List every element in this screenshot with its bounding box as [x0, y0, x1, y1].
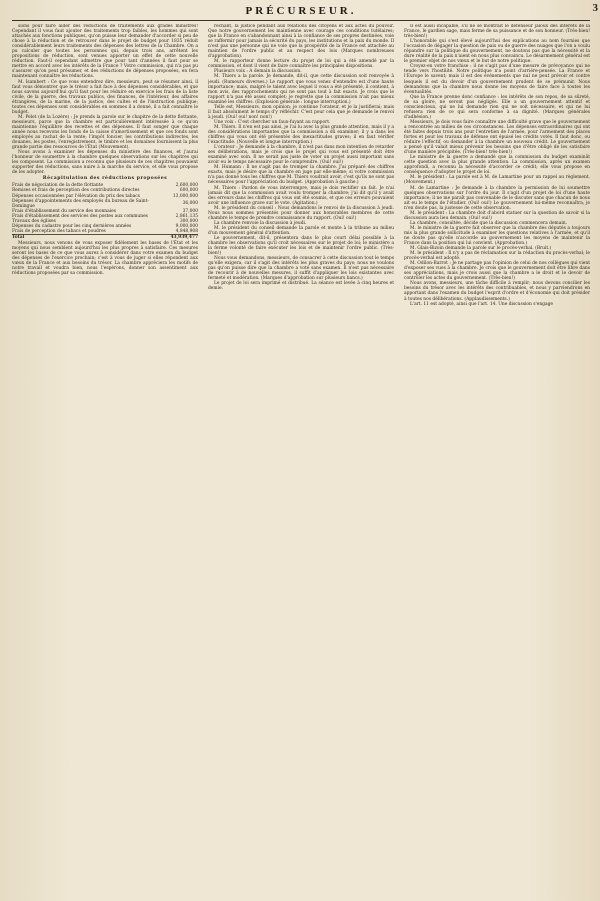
paragraph: M. Pelet (de la Lozère) : Je prends la parole sur le chapitre de la dette flottante, messieurs, parce que la chambre est particulièrement intéressée à ce qu'on maintienne l'équilibre des recettes et des dépenses. Il faut songer que chaque année nous recevons les fonds de la caisse d'amortissement et que ces fonds sont employés au rachat de la rente; l'impôt foncier, les contributions indirectes, les douanes, les postes, l'enregistrement, le timbre et les domaines fournissent la plus grande partie des ressources de l'État (Mouvement).	[12, 114, 198, 151]
paragraph: Messieurs, nous venons de vous exposer fidèlement les bases de l'État et les moyens qui nous semblent aujourd'hui les plus propres à satisfaire. Ces mesures seront les bases de ce que vous aurez à considérer dans votre examen du budget des dépenses de l'exercice prochain; c'est à vous de juger si elles répondent aux vœux de la France et aux besoins du trésor. La chambre appréciera les motifs de notre travail et voudra bien, nous l'espérons, donner son assentiment aux réductions proposées par sa commission.	[12, 240, 198, 277]
total-label: Total	[12, 234, 167, 240]
paragraph: Plusieurs voix : A demain la discussion.	[214, 69, 302, 75]
table-total-row	[12, 234, 198, 240]
row-label: Dépenses du cadastre pour les cinq dernières années	[12, 223, 132, 229]
row-value: 300,000	[179, 218, 198, 224]
row-value: 2,861,135	[175, 213, 198, 219]
paragraph: Une voix : C'est chercher un faux-fuyant au rapport.	[214, 119, 331, 125]
row-label: Travaux des églises	[12, 218, 56, 224]
column-3	[404, 24, 590, 895]
paragraph: Nous avons à examiner les dépenses du ministère des finances, et j'aurai l'honneur de soumettre à la chambre quelques observations sur les chapitres qui les composent. La commission a reconnu que plusieurs de ces chapitres pouvaient supporter des réductions, sans nuire à la marche du service, et elle vous propose de les adopter.	[12, 150, 198, 176]
row-value: 4,848,908	[175, 228, 198, 234]
paragraph: M. le président : Il n'y a pas de réclamation sur la rédaction du procès-verbal; le procès-verbal est adopté.	[404, 251, 590, 262]
row-value: 13,000,000	[172, 193, 198, 199]
paragraph: La chambre, consultée, décide que la discussion commencera demain.	[410, 220, 567, 226]
row-value: 600,000	[179, 188, 198, 194]
paragraph: L'honorable qui s'est élevé aujourd'hui des explications au nom fournies que l'occasion de dégager la question de paix ou de guerre des nuages que l'on a voulu répandre sur la politique du gouvernement, ne doutons pas que la nécessité et la dure réalité de la paix n'aient en nous plus convaincu. Le désarmement général est le premier objet de nos vœux et le but de notre politique.	[404, 39, 590, 65]
row-label: Dépenses occasionnées par l'élévation du prix des tabacs	[12, 193, 140, 199]
paragraph: M. Humann : Il ne s'agit pas de tromper la chambre. J'ai préparé des chiffres exacts, mais je désire que la chambre en juge par elle-même; si votre commission n'a pas donné tous les chiffres que M. Thiers voudrait avoir, c'est qu'ils ne sont pas nécessaires pour l'appréciation du budget. (Approbation à gauche.)	[208, 165, 394, 186]
paragraph: Nous avons, messieurs, une tâche difficile à remplir; nous devons concilier les besoins du trésor avec les intérêts des contribuables, et nous y parviendrons en apportant dans l'examen du budget l'esprit d'ordre et d'économie qui doit présider à toutes nos délibérations. (Applaudissements.)	[404, 281, 590, 302]
paragraph: La chambre renvoie la discussion à jeudi.	[214, 220, 307, 226]
paragraph: Telle est, Messieurs, mon opinion; je continue l'orateur, et je la justifierai; mais il faut absolument le temps d'y réfléchir. C'est pour cela que je demande le renvoi à jeudi. (Oui! oui! non! non!)	[208, 104, 394, 120]
row-label: Frais d'établissement des services des postes aux communes	[12, 213, 148, 219]
row-label: Frais de perception des tabacs et poudres	[12, 228, 106, 234]
paragraph: Messieurs, je dois vous faire connaître une difficulté grave que le gouvernement a rencontrée au milieu de ces circonstances. Les dépenses extraordinaires qui ont été faites depuis trois ans pour l'entretien de l'armée, pour l'armement des places fortes et pour les travaux de défense ont épuisé les crédits votés. Il faut donc, ou réduire l'effectif, ou demander à la chambre un nouveau crédit. Le gouvernement a pensé qu'il valait mieux prévenir les besoins que d'être obligé de les satisfaire d'une manière précipitée. (Très-bien! très-bien!)	[404, 119, 590, 156]
paragraph: M. le président : La parole est à M. de Lamartine pour un rappel au règlement. (Mouvement.)	[404, 175, 590, 186]
paragraph: M. de Lamartine : Je demande à la chambre la permission de lui soumettre quelques observations sur l'ordre du jour. Il s'agit d'un projet de loi d'une haute importance; il ne me paraît pas convenable de le discuter sans que chacun de nous ait eu le temps de l'étudier. (Oui! oui!) Le gouvernement lui-même reconnaîtra, je n'en doute pas, la justesse de cette observation.	[404, 185, 590, 211]
paragraph: sions pour faire aider des réductions de traitements aux grades ministres! Cependant il vous faut ajouter des traitements trop faibles, les hommes qui sont attachés aux fonctions publiques, qu'on puisse leur demander d'accorder si peu de chose à la réduction et de retrouver dans le projet de budget pour 1835 réduit considérablement leurs traitements des dépenses des lettres de la Chambre. On a pu calculer que toutes les personnes qui, depuis trois ans, arrêtent les propositions de réduction, sont venues apporter un effet de cette nouvelle réduction. Faut-il cependant admettre que pour tant d'années il faut pour se mettre en accord avec les intérêts de la France ? Votre commission, qui n'a pas pu s'assurer qu'on peut présumer, et des réductions de dépenses proposées, en fera maintenant connaître les réductions.	[12, 24, 198, 80]
paragraph: L'art. 11 est adopté, ainsi que l'art. 14. Une discussion s'engage	[410, 301, 554, 307]
header-rule	[12, 20, 590, 21]
paragraph: M. Isambert : Ce que vous entendrez dire, messieurs, peut se résumer ainsi, il faut vous démontrer que le trésor a fait face à des dépenses considérables, et que nous savons aujourd'hui qu'il faut pour les réduire en exercice les frais de la liste civile, de la guerre, des travaux publics, des finances, de l'intérieur, des affaires étrangères, de la marine, de la justice, des cultes et de l'instruction publique; toutes ces dépenses sont considérables en sommes il a donné, il a fait connaître le budget.	[12, 79, 198, 115]
paragraph: M. le président : La chambre doit d'abord statuer sur la question de savoir si la discussion aura lieu demain. (Oui! oui!)	[404, 210, 590, 221]
column-2	[208, 24, 394, 895]
paragraph: M. Odilon-Barrot : Je ne partage pas l'opinion de celui de nos collègues qui vient d'exposer ses vues à la chambre. Je crois que le gouvernement doit être libre dans ses appréciations, mais je crois aussi que la chambre a le droit et le devoir de contrôler les actes du gouvernement. (Très-bien!)	[404, 261, 590, 282]
row-value: 9,000,000	[175, 223, 198, 229]
paragraph: Le ministre de la guerre a demandé que la commission du budget examinât cette question avec la plus grande attention. La commission, après un examen approfondi, a reconnu la nécessité d'accorder ce crédit; elle vous propose en conséquence d'adopter le projet de loi.	[404, 155, 590, 176]
paragraph: M. Thiers a la parole. Je demande, dit-il, que cette discussion soit renvoyée à jeudi. (Rumeurs diverses.) Le rapport que vous venez d'entendre est d'une haute importance; mais, malgré le talent avec lequel il vous a été présenté, il contient, à mon avis, des rapprochements qui ne sont pas tout à fait exacts. Je crois que le rapport n'a pas été assez complet; je regrette que la commission n'ait pas mieux examiné les chiffres. (Explosion générale : longue interruption.)	[208, 74, 394, 105]
row-value: 37,000	[182, 208, 198, 214]
reductions-table	[12, 183, 198, 240]
row-label: Dépenses d'appointements des employés du bureau de Saint-Domingue	[12, 198, 149, 209]
row-value: 2,600,000	[175, 183, 198, 189]
paragraph: Le gouvernement, dit-il, présentera dans le plus court délai possible à la chambre les observations qu'il croit nécessaires sur le projet de loi; le ministère a la ferme volonté de faire exécuter les lois et de maintenir l'ordre public. (Très-bien!)	[208, 235, 394, 257]
paragraph: M. le rapporteur donne lecture du projet de loi qui a été amendé par la commission, et dont il vient de faire connaître les principales dispositions.	[208, 59, 394, 70]
paragraph: Que la France prenne donc confiance : les intérêts de son repos, de sa sûreté, de sa gloire, ne seront pas négligés. Elle a un gouvernement attentif et consciencieux, qui ne lui demande rien qui ne soit nécessaire, et qui ne lui refusera rien de ce qui sera conforme à sa dignité. (Marques générales d'adhésion.)	[404, 94, 590, 120]
row-label: Frais d'établissement du service des monnaies	[12, 208, 117, 214]
page-number: 3	[592, 2, 598, 14]
row-label: Remises et frais de perception des contributions directes	[12, 188, 140, 194]
paragraph: Le projet de loi sera imprimé et distribué. La séance est levée à cinq heures et demie.	[208, 281, 394, 292]
table-heading: Récapitulation des réductions proposées	[42, 176, 168, 182]
row-label: Frais de négociation de la dette flottante	[12, 183, 104, 189]
paragraph: Nous vous demandons, messieurs, de consacrer à cette discussion tout le temps qu'elle exigera, car il s'agit des intérêts les plus graves du pays; nous ne voulons pas qu'on puisse dire que la chambre a voté sans examen. Il n'est pas nécessaire de recourir à de nouvelles mesures, il suffit d'appliquer les lois existantes avec fermeté et modération. (Marques d'approbation sur plusieurs bancs.)	[208, 256, 394, 282]
masthead: PRÉCURSEUR.	[245, 5, 357, 17]
paragraph: M. le président du conseil : Nous demandons le renvoi de la discussion à jeudi. Nous nous sommes présentés pour donner aux honorables membres de cette chambre le temps de prendre connaissance du rapport. (Oui! oui!)	[208, 205, 394, 221]
paragraph: M. le ministre de la guerre fait observer que la chambre des députés a toujours mis la plus grande sollicitude à examiner les questions relatives à l'armée, et qu'il ne doute pas qu'elle n'accorde au gouvernement les moyens de maintenir la France dans la position qui lui convient. (Approbation.)	[404, 225, 590, 247]
paragraph: M. le président du conseil demande la parole et monte à la tribune au milieu d'un mouvement général d'attention.	[208, 225, 394, 236]
paragraph: L'orateur : Je demande à la chambre, il n'est pas dans mon intention de retarder ses délibérations, mais je crois que le projet qui vous est présenté doit être examiné avec soin. Il ne serait pas juste de voter un projet aussi important sans avoir eu le temps nécessaire pour le comprendre. (Oui! oui!)	[208, 145, 394, 166]
total-value: 43,939,477	[167, 234, 199, 240]
paragraph: M. Thiers. Il n'en est pas ainsi, je l'ai lu avec la plus grande attention, mais il y a des considérations importantes que la commission a dû examiner; il y a dans les chiffres qui vous ont été présentés des inexactitudes graves; il en faut vérifier l'exactitude. (Nouvelle et longue interruption.)	[208, 124, 394, 146]
column-1	[12, 24, 198, 895]
paragraph: M. Glais-Bizoin demande la parole sur le procès-verbal. (Bruit.)	[410, 246, 552, 252]
row-value: 36,000	[182, 201, 198, 207]
paragraph: Croyez-en votre franchise : il ne s'agit pas d'une mesure de prévoyance qui ne tende vers l'hostilité. Notre politique n'a point d'arrière-pensée. La France et l'Europe le savent; mais il est des événements que nul ne peut prévoir et contre lesquels il est du devoir d'un gouvernement prudent de se prémunir. Nous demandons que la chambre nous donne les moyens de faire face à toutes les éventualités.	[404, 64, 590, 95]
table-row	[12, 199, 198, 209]
page-header	[12, 2, 590, 20]
columns	[12, 24, 590, 895]
paragraph: rechant, la justice pendant aux relations des citoyens et aux actes du pouvoir. Que notre gouvernement les maintienne avec courage ces conditions tutélaires; que la France en s'abandonnant ainsi à la confiance de ses propres destinées, voie se raffermir pour jamais la sécurité du pays, les institutions et la paix du monde. Il n'est pas une personne qui ne voie que la prospérité de la France est attachée au maintien de l'ordre public et au respect des lois (Marques nombreuses d'approbation).	[208, 24, 394, 60]
paragraph: Il est aussi incapable, s'il ne se montrait le défenseur jaloux des intérêts de la France, le gardien sage, mais ferme de sa puissance et de son honneur. (Très-bien! très-bien!)	[404, 24, 590, 40]
paragraph: M. Thiers : Pardon de vous interrompre, mais je dois rectifier un fait. Je n'ai jamais dit que la commission avait voulu tromper la chambre; j'ai dit qu'il y avait des erreurs dans les chiffres qui vous ont été soumis, et que ces erreurs pouvaient avoir une influence grave sur le vote. (Agitation.)	[208, 185, 394, 206]
